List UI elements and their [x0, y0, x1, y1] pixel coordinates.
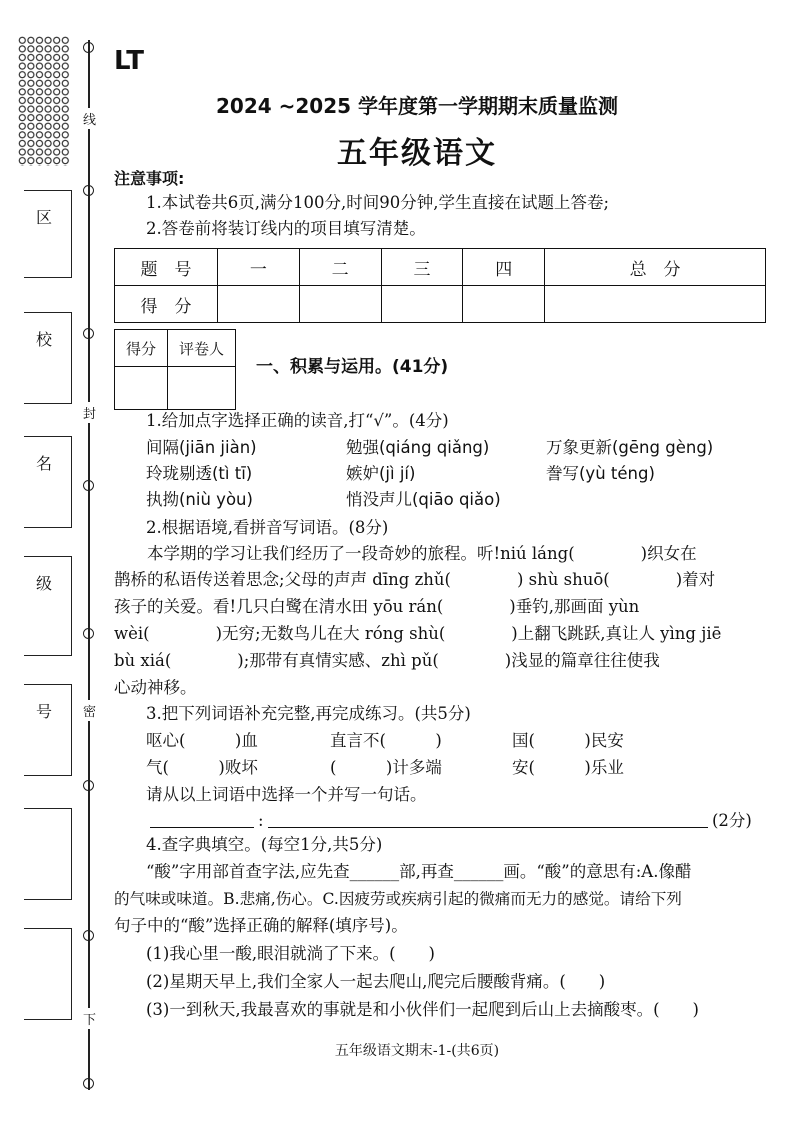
q3-answer-word-blank[interactable]: [150, 827, 254, 828]
grader-header: 得分: [115, 330, 168, 367]
q2-text-line: wèi( )无穷;无数鸟儿在大 róng shù( )上翻飞跳跃,真让人 yìng jiē: [114, 624, 722, 643]
note-item: 1.本试卷共6页,满分100分,时间90分钟,学生直接在试题上答卷;: [146, 193, 610, 212]
binding-hole: [83, 42, 94, 53]
q4-text-line: “酸”字用部首查字法,应先查______部,再查______画。“酸”的意思有:A.像醋: [146, 862, 692, 881]
q1-item: 间隔(jiān jiàn): [146, 438, 257, 457]
paper-code: LT: [114, 46, 144, 76]
exam-title: 2024 ~2025 学年度第一学期期末质量监测: [215, 94, 618, 118]
q2-text-line: 孩子的关爱。看!几只白鹭在清水田 yōu rán( )垂钓,那画面 yùn: [114, 597, 640, 616]
q3-idiom: ( )计多端: [330, 758, 442, 777]
score-header: 四: [463, 249, 545, 286]
binding-hole: [83, 185, 94, 196]
binding-hole: [83, 930, 94, 941]
q3-score: (2分): [712, 811, 752, 830]
subject-title: 五年级语文: [337, 136, 497, 171]
score-header: 一: [218, 249, 300, 286]
q1-item: 嫉妒(jì jí): [346, 464, 416, 483]
question-4-prompt: 4.查字典填空。(每空1分,共5分): [146, 835, 383, 854]
question-3-prompt: 3.把下列词语补充完整,再完成练习。(共5分): [146, 704, 471, 723]
q1-item: 万象更新(gēng gèng): [546, 438, 714, 457]
binding-hole: [83, 628, 94, 639]
q3-idiom: 呕心( )血: [146, 731, 258, 750]
binding-field-class[interactable]: [24, 556, 72, 656]
binding-field-blank[interactable]: [24, 808, 72, 900]
field-label: 校: [36, 330, 53, 349]
q3-idiom: 气( )败坏: [146, 758, 258, 777]
q1-item: 誊写(yù téng): [546, 464, 655, 483]
q1-item: 执拗(niù yòu): [146, 490, 253, 509]
score-cell[interactable]: [463, 286, 545, 323]
q3-idiom: 安( )乐业: [512, 758, 624, 777]
binding-hole: [83, 1078, 94, 1089]
binding-word: 密: [83, 700, 96, 721]
score-header: 总 分: [545, 249, 766, 286]
binding-field-number[interactable]: [24, 684, 72, 776]
binding-field-blank[interactable]: [24, 928, 72, 1020]
q4-item: (1)我心里一酸,眼泪就淌了下来。( ): [146, 944, 435, 963]
q3-answer-sentence-blank[interactable]: [268, 827, 708, 828]
field-label: 名: [36, 454, 53, 473]
q4-text-line: 句子中的“酸”选择正确的解释(填序号)。: [114, 916, 408, 935]
grader-cell[interactable]: [115, 367, 168, 410]
score-cell[interactable]: [381, 286, 463, 323]
grader-header: 评卷人: [168, 330, 236, 367]
field-label: 级: [36, 574, 53, 593]
grader-cell[interactable]: [168, 367, 236, 410]
binding-field-name[interactable]: [24, 436, 72, 528]
q2-text-line: 本学期的学习让我们经历了一段奇妙的旅程。听!niú láng( )织女在: [114, 544, 697, 563]
binding-field-school[interactable]: [24, 312, 72, 404]
q3-idiom: 直言不( ): [330, 731, 442, 750]
q3-instruction: 请从以上词语中选择一个并写一句话。: [146, 785, 427, 804]
score-row-label: 得 分: [115, 286, 218, 323]
q3-colon: :: [258, 811, 264, 830]
binding-word: 封: [83, 402, 96, 423]
q4-item: (3)一到秋天,我最喜欢的事就是和小伙伴们一起爬到后山上去摘酸枣。( ): [146, 1000, 699, 1019]
page-footer: 五年级语文期末-1-(共6页): [334, 1043, 500, 1059]
section-title: 一、积累与运用。(41分): [256, 357, 449, 377]
q2-text-line: bù xiá( );那带有真情实感、zhì pǔ( )浅显的篇章往往使我: [114, 651, 660, 670]
q3-idiom: 国( )民安: [512, 731, 624, 750]
question-2-prompt: 2.根据语境,看拼音写词语。(8分): [146, 518, 389, 537]
q4-item: (2)星期天早上,我们全家人一起去爬山,爬完后腰酸背痛。( ): [146, 972, 606, 991]
score-cell[interactable]: [545, 286, 766, 323]
grader-table: [114, 329, 236, 410]
field-label: 号: [36, 702, 53, 721]
q1-item: 玲珑剔透(tì tī): [146, 464, 253, 483]
note-item: 2.答卷前将装订线内的项目填写清楚。: [146, 219, 426, 238]
binding-field-district[interactable]: [24, 190, 72, 278]
notes-heading: 注意事项:: [114, 169, 185, 188]
q1-item: 勉强(qiáng qiǎng): [346, 438, 490, 457]
score-header: 二: [299, 249, 381, 286]
q4-text-line: 的气味或味道。B.悲痛,伤心。C.因疲劳或疾病引起的微痛而无力的感觉。请给下列: [114, 890, 682, 908]
binding-word: 线: [83, 108, 96, 129]
q1-item: 悄没声儿(qiāo qiǎo): [346, 490, 501, 509]
binding-hole: [83, 328, 94, 339]
field-label: 区: [36, 208, 53, 227]
q2-text-line: 鹊桥的私语传送着思念;父母的声声 dīng zhǔ( ) shù shuō( )着对: [114, 570, 716, 589]
score-cell[interactable]: [218, 286, 300, 323]
score-header: 三: [381, 249, 463, 286]
question-1-prompt: 1.给加点字选择正确的读音,打“√”。(4分): [146, 411, 449, 430]
score-header: 题 号: [115, 249, 218, 286]
score-cell[interactable]: [299, 286, 381, 323]
q2-text-line: 心动神移。: [114, 678, 197, 697]
binding-hole: [83, 480, 94, 491]
binding-hole: [83, 780, 94, 791]
score-table: [114, 248, 766, 323]
binding-word: 下: [83, 1008, 96, 1029]
